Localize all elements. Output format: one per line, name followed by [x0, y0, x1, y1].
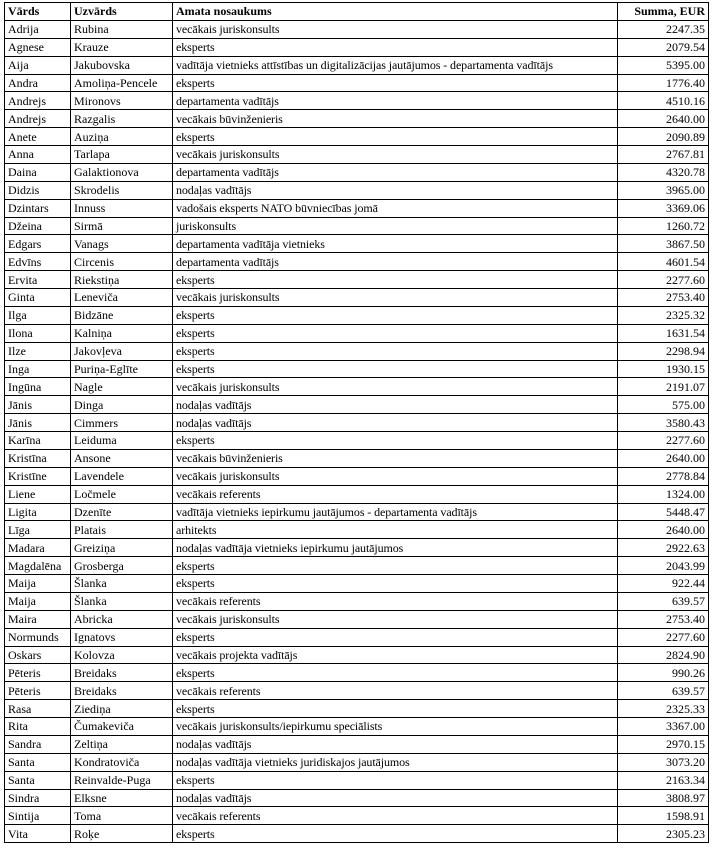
- cell-first-name: Madara: [5, 539, 71, 557]
- cell-position: vecākais juriskonsults: [173, 20, 618, 38]
- cell-last-name: Ločmele: [71, 485, 173, 503]
- cell-position: vecākais būvinženieris: [173, 110, 618, 128]
- cell-first-name: Santa: [5, 771, 71, 789]
- table-row: [5, 592, 709, 610]
- table-row: [5, 324, 709, 342]
- cell-first-name: Pēteris: [5, 682, 71, 700]
- cell-last-name: Breidaks: [71, 682, 173, 700]
- cell-position: nodaļas vadītājs: [173, 735, 618, 753]
- table-row: [5, 146, 709, 164]
- cell-last-name: Nagle: [71, 378, 173, 396]
- cell-last-name: Šlanka: [71, 592, 173, 610]
- table-row: [5, 128, 709, 146]
- cell-last-name: Elksne: [71, 789, 173, 807]
- cell-first-name: Rita: [5, 718, 71, 736]
- cell-first-name: Ilona: [5, 324, 71, 342]
- cell-first-name: Normunds: [5, 628, 71, 646]
- cell-last-name: Kondratoviča: [71, 753, 173, 771]
- table-row: [5, 74, 709, 92]
- cell-position: eksperts: [173, 575, 618, 593]
- table-row: [5, 610, 709, 628]
- cell-first-name: Jānis: [5, 414, 71, 432]
- cell-amount: 2247.35: [618, 20, 709, 38]
- cell-position: vecākais juriskonsults: [173, 146, 618, 164]
- table-row: [5, 110, 709, 128]
- cell-amount: 3369.06: [618, 199, 709, 217]
- cell-position: nodaļas vadītāja vietnieks juridiskajos jautājumos: [173, 753, 618, 771]
- cell-position: eksperts: [173, 628, 618, 646]
- cell-last-name: Rubina: [71, 20, 173, 38]
- cell-position: nodaļas vadītājs: [173, 181, 618, 199]
- cell-first-name: Didzis: [5, 181, 71, 199]
- cell-last-name: Vanags: [71, 235, 173, 253]
- cell-position: eksperts: [173, 825, 618, 843]
- cell-last-name: Jakovļeva: [71, 342, 173, 360]
- cell-amount: 2767.81: [618, 146, 709, 164]
- cell-position: vecākais referents: [173, 682, 618, 700]
- cell-amount: 2277.60: [618, 628, 709, 646]
- cell-last-name: Roķe: [71, 825, 173, 843]
- cell-amount: 575.00: [618, 396, 709, 414]
- cell-first-name: Pēteris: [5, 664, 71, 682]
- cell-amount: 990.26: [618, 664, 709, 682]
- cell-amount: 2079.54: [618, 38, 709, 56]
- cell-first-name: Ilze: [5, 342, 71, 360]
- cell-position: eksperts: [173, 700, 618, 718]
- table-row: [5, 575, 709, 593]
- cell-position: eksperts: [173, 664, 618, 682]
- cell-amount: 3808.97: [618, 789, 709, 807]
- cell-amount: 1260.72: [618, 217, 709, 235]
- cell-first-name: Inga: [5, 360, 71, 378]
- table-row: [5, 485, 709, 503]
- cell-last-name: Kalniņa: [71, 324, 173, 342]
- cell-last-name: Auziņa: [71, 128, 173, 146]
- table-body: [5, 20, 709, 842]
- cell-position: eksperts: [173, 324, 618, 342]
- cell-position: vecākais juriskonsults: [173, 610, 618, 628]
- cell-amount: 2640.00: [618, 449, 709, 467]
- cell-position: vecākais būvinženieris: [173, 449, 618, 467]
- table-row: [5, 306, 709, 324]
- cell-position: departamenta vadītājs: [173, 163, 618, 181]
- cell-amount: 4510.16: [618, 92, 709, 110]
- cell-first-name: Maija: [5, 592, 71, 610]
- table-row: [5, 449, 709, 467]
- cell-first-name: Līga: [5, 521, 71, 539]
- table-row: [5, 432, 709, 450]
- table-row: [5, 521, 709, 539]
- cell-last-name: Ignatovs: [71, 628, 173, 646]
- cell-amount: 2090.89: [618, 128, 709, 146]
- cell-amount: 1598.91: [618, 807, 709, 825]
- cell-last-name: Innuss: [71, 199, 173, 217]
- cell-position: vecākais referents: [173, 485, 618, 503]
- cell-last-name: Tarlapa: [71, 146, 173, 164]
- table-row: [5, 646, 709, 664]
- cell-amount: 2640.00: [618, 521, 709, 539]
- cell-first-name: Kristīna: [5, 449, 71, 467]
- cell-first-name: Dzintars: [5, 199, 71, 217]
- table-row: [5, 378, 709, 396]
- cell-amount: 2778.84: [618, 467, 709, 485]
- cell-position: nodaļas vadītājs: [173, 396, 618, 414]
- header-amount: Summa, EUR: [618, 3, 709, 21]
- table-row: [5, 163, 709, 181]
- table-row: [5, 289, 709, 307]
- table-row: [5, 825, 709, 843]
- cell-position: vecākais juriskonsults: [173, 467, 618, 485]
- cell-position: eksperts: [173, 128, 618, 146]
- cell-amount: 3965.00: [618, 181, 709, 199]
- cell-last-name: Toma: [71, 807, 173, 825]
- cell-first-name: Džeina: [5, 217, 71, 235]
- cell-amount: 2298.94: [618, 342, 709, 360]
- cell-last-name: Reinvalde-Puga: [71, 771, 173, 789]
- cell-last-name: Leiduma: [71, 432, 173, 450]
- cell-amount: 2043.99: [618, 557, 709, 575]
- cell-first-name: Daina: [5, 163, 71, 181]
- cell-last-name: Dinga: [71, 396, 173, 414]
- table-row: [5, 718, 709, 736]
- cell-first-name: Sindra: [5, 789, 71, 807]
- cell-first-name: Adrija: [5, 20, 71, 38]
- cell-first-name: Vita: [5, 825, 71, 843]
- cell-position: departamenta vadītājs: [173, 92, 618, 110]
- table-row: [5, 271, 709, 289]
- cell-last-name: Galaktionova: [71, 163, 173, 181]
- cell-first-name: Anete: [5, 128, 71, 146]
- cell-amount: 1776.40: [618, 74, 709, 92]
- table-row: [5, 360, 709, 378]
- table-row: [5, 735, 709, 753]
- table-row: [5, 181, 709, 199]
- cell-first-name: Kristīne: [5, 467, 71, 485]
- header-position: Amata nosaukums: [173, 3, 618, 21]
- cell-amount: 2191.07: [618, 378, 709, 396]
- cell-first-name: Liene: [5, 485, 71, 503]
- cell-amount: 2305.23: [618, 825, 709, 843]
- table-row: [5, 628, 709, 646]
- cell-last-name: Grosberga: [71, 557, 173, 575]
- header-first-name: Vārds: [5, 3, 71, 21]
- cell-position: eksperts: [173, 557, 618, 575]
- cell-position: departamenta vadītāja vietnieks: [173, 235, 618, 253]
- cell-position: juriskonsults: [173, 217, 618, 235]
- cell-first-name: Andra: [5, 74, 71, 92]
- cell-amount: 2824.90: [618, 646, 709, 664]
- cell-position: eksperts: [173, 360, 618, 378]
- cell-position: vecākais referents: [173, 592, 618, 610]
- cell-position: eksperts: [173, 432, 618, 450]
- cell-amount: 2325.32: [618, 306, 709, 324]
- cell-amount: 2753.40: [618, 289, 709, 307]
- cell-first-name: Agnese: [5, 38, 71, 56]
- cell-amount: 2922.63: [618, 539, 709, 557]
- table-row: [5, 396, 709, 414]
- cell-last-name: Greiziņa: [71, 539, 173, 557]
- header-last-name: Uzvārds: [71, 3, 173, 21]
- cell-amount: 5395.00: [618, 56, 709, 74]
- cell-last-name: Ansone: [71, 449, 173, 467]
- cell-last-name: Lavendele: [71, 467, 173, 485]
- cell-last-name: Leneviča: [71, 289, 173, 307]
- cell-position: eksperts: [173, 38, 618, 56]
- cell-position: nodaļas vadītāja vietnieks iepirkumu jautājumos: [173, 539, 618, 557]
- cell-last-name: Platais: [71, 521, 173, 539]
- cell-amount: 3580.43: [618, 414, 709, 432]
- cell-position: vecākais referents: [173, 807, 618, 825]
- cell-first-name: Edgars: [5, 235, 71, 253]
- cell-last-name: Riekstiņa: [71, 271, 173, 289]
- cell-last-name: Razgalis: [71, 110, 173, 128]
- cell-first-name: Anna: [5, 146, 71, 164]
- cell-amount: 639.57: [618, 592, 709, 610]
- cell-last-name: Zeltiņa: [71, 735, 173, 753]
- cell-last-name: Ziediņa: [71, 700, 173, 718]
- cell-position: eksperts: [173, 271, 618, 289]
- cell-first-name: Maira: [5, 610, 71, 628]
- cell-amount: 2277.60: [618, 271, 709, 289]
- table-row: [5, 467, 709, 485]
- cell-amount: 2277.60: [618, 432, 709, 450]
- cell-last-name: Puriņa-Eglīte: [71, 360, 173, 378]
- cell-position: eksperts: [173, 342, 618, 360]
- salary-table: [4, 2, 709, 843]
- cell-last-name: Skrodelis: [71, 181, 173, 199]
- cell-position: nodaļas vadītājs: [173, 789, 618, 807]
- cell-amount: 1324.00: [618, 485, 709, 503]
- table-row: [5, 217, 709, 235]
- cell-amount: 2325.33: [618, 700, 709, 718]
- table-row: [5, 38, 709, 56]
- cell-first-name: Santa: [5, 753, 71, 771]
- cell-first-name: Sandra: [5, 735, 71, 753]
- cell-first-name: Rasa: [5, 700, 71, 718]
- cell-amount: 5448.47: [618, 503, 709, 521]
- table-row: [5, 414, 709, 432]
- table-row: [5, 807, 709, 825]
- table-row: [5, 789, 709, 807]
- cell-position: nodaļas vadītājs: [173, 414, 618, 432]
- cell-last-name: Čumakeviča: [71, 718, 173, 736]
- cell-position: departamenta vadītājs: [173, 253, 618, 271]
- table-row: [5, 503, 709, 521]
- cell-last-name: Abricka: [71, 610, 173, 628]
- cell-last-name: Cimmers: [71, 414, 173, 432]
- table-row: [5, 20, 709, 38]
- cell-last-name: Sirmā: [71, 217, 173, 235]
- cell-first-name: Aija: [5, 56, 71, 74]
- cell-position: eksperts: [173, 771, 618, 789]
- cell-position: eksperts: [173, 74, 618, 92]
- cell-last-name: Circenis: [71, 253, 173, 271]
- cell-first-name: Karīna: [5, 432, 71, 450]
- cell-position: vecākais juriskonsults/iepirkumu speciālists: [173, 718, 618, 736]
- cell-amount: 2970.15: [618, 735, 709, 753]
- cell-amount: 3073.20: [618, 753, 709, 771]
- cell-amount: 4601.54: [618, 253, 709, 271]
- cell-first-name: Ginta: [5, 289, 71, 307]
- cell-last-name: Bidzāne: [71, 306, 173, 324]
- table-row: [5, 557, 709, 575]
- cell-last-name: Dzenīte: [71, 503, 173, 521]
- cell-first-name: Ingūna: [5, 378, 71, 396]
- cell-first-name: Jānis: [5, 396, 71, 414]
- cell-amount: 2640.00: [618, 110, 709, 128]
- table-row: [5, 92, 709, 110]
- cell-first-name: Maija: [5, 575, 71, 593]
- cell-position: eksperts: [173, 306, 618, 324]
- cell-position: vadītāja vietnieks attīstības un digitalizācijas jautājumos - departamenta vadītājs: [173, 56, 618, 74]
- cell-first-name: Andrejs: [5, 92, 71, 110]
- table-row: [5, 539, 709, 557]
- cell-first-name: Magdalēna: [5, 557, 71, 575]
- cell-amount: 1631.54: [618, 324, 709, 342]
- cell-first-name: Andrejs: [5, 110, 71, 128]
- table-row: [5, 199, 709, 217]
- cell-amount: 2753.40: [618, 610, 709, 628]
- cell-first-name: Ligita: [5, 503, 71, 521]
- cell-amount: 3867.50: [618, 235, 709, 253]
- cell-amount: 922.44: [618, 575, 709, 593]
- cell-first-name: Sintija: [5, 807, 71, 825]
- table-row: [5, 771, 709, 789]
- cell-position: vecākais juriskonsults: [173, 289, 618, 307]
- cell-amount: 639.57: [618, 682, 709, 700]
- table-row: [5, 56, 709, 74]
- cell-amount: 3367.00: [618, 718, 709, 736]
- cell-last-name: Šlanka: [71, 575, 173, 593]
- cell-position: arhitekts: [173, 521, 618, 539]
- cell-amount: 2163.34: [618, 771, 709, 789]
- cell-last-name: Breidaks: [71, 664, 173, 682]
- cell-first-name: Oskars: [5, 646, 71, 664]
- cell-first-name: Ilga: [5, 306, 71, 324]
- cell-last-name: Amoliņa-Pencele: [71, 74, 173, 92]
- cell-position: vecākais juriskonsults: [173, 378, 618, 396]
- cell-first-name: Ervita: [5, 271, 71, 289]
- table-row: [5, 342, 709, 360]
- cell-position: vadošais eksperts NATO būvniecības jomā: [173, 199, 618, 217]
- cell-amount: 4320.78: [618, 163, 709, 181]
- cell-first-name: Edvīns: [5, 253, 71, 271]
- cell-last-name: Mironovs: [71, 92, 173, 110]
- cell-position: vecākais projekta vadītājs: [173, 646, 618, 664]
- cell-last-name: Jakubovska: [71, 56, 173, 74]
- cell-last-name: Krauze: [71, 38, 173, 56]
- table-row: [5, 753, 709, 771]
- header-row: [5, 3, 709, 21]
- cell-position: vadītāja vietnieks iepirkumu jautājumos - departamenta vadītājs: [173, 503, 618, 521]
- cell-amount: 1930.15: [618, 360, 709, 378]
- table-row: [5, 664, 709, 682]
- table-row: [5, 235, 709, 253]
- table-row: [5, 700, 709, 718]
- table-row: [5, 253, 709, 271]
- cell-last-name: Kolovza: [71, 646, 173, 664]
- table-row: [5, 682, 709, 700]
